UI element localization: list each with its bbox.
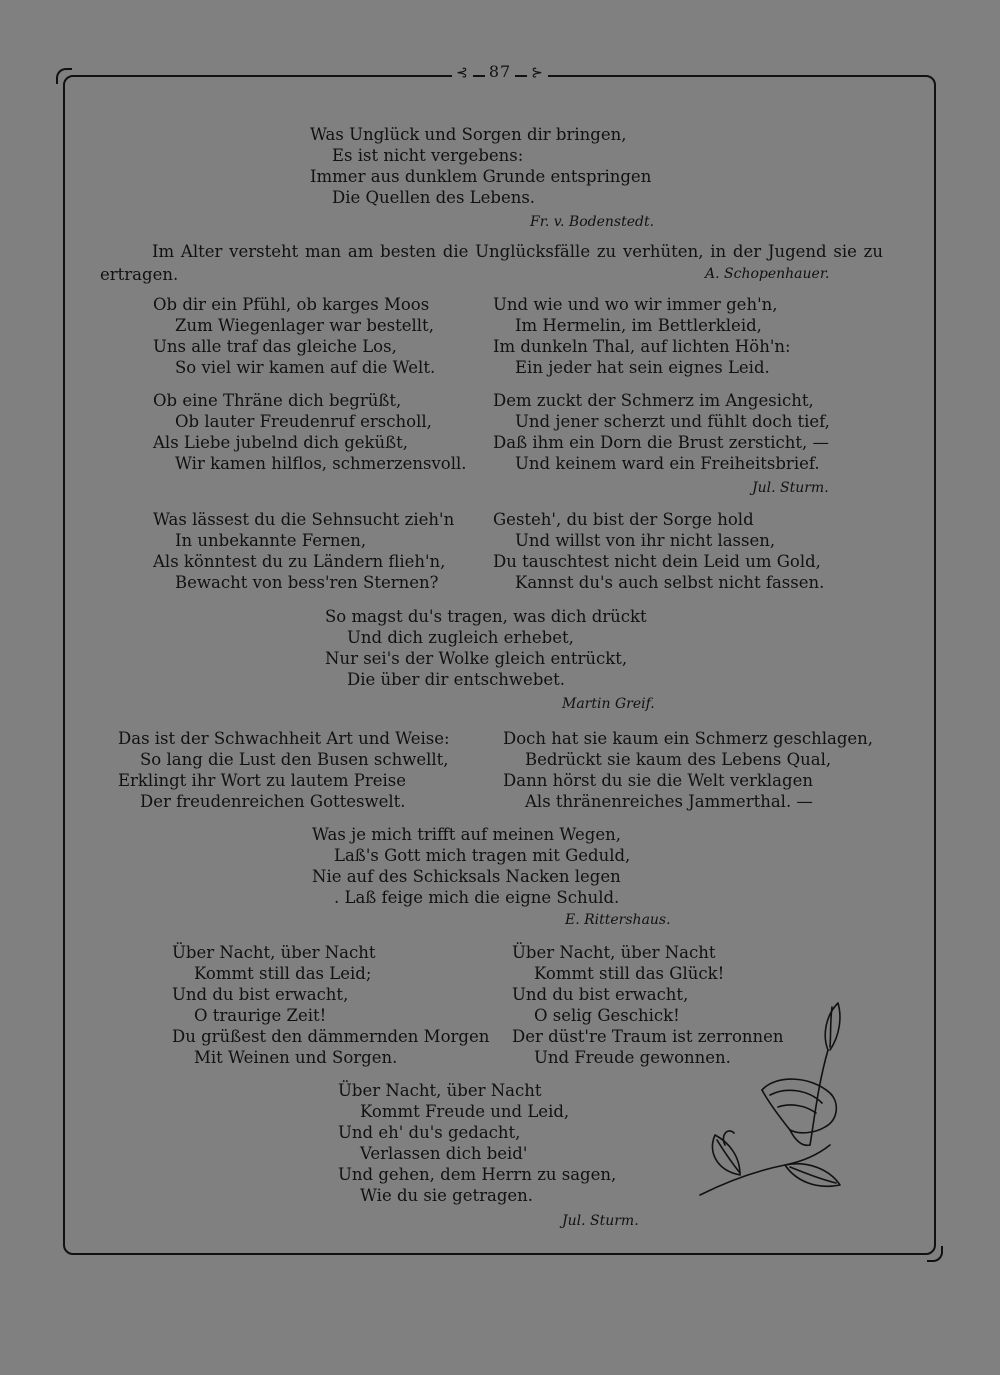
poem3-right-stanza bbox=[493, 509, 824, 593]
poem-line: Und du bist erwacht, bbox=[512, 985, 689, 1004]
poem5-center-stanza bbox=[338, 1080, 616, 1206]
poem-line: Es ist nicht vergebens: bbox=[332, 146, 524, 165]
poem3-author: Martin Greif. bbox=[562, 696, 655, 712]
poem-line: Erklingt ihr Wort zu lautem Preise bbox=[118, 771, 406, 790]
poem-line: Über Nacht, über Nacht bbox=[512, 943, 716, 962]
poem-line: Was je mich trifft auf meinen Wegen, bbox=[312, 825, 621, 844]
poem-line: O selig Geschick! bbox=[534, 1006, 680, 1025]
poem-line: Der düst're Traum ist zerronnen bbox=[512, 1027, 784, 1046]
poem-line: Bedrückt sie kaum des Lebens Qual, bbox=[525, 750, 832, 769]
poem-line: Als thränenreiches Jammerthal. — bbox=[525, 792, 813, 811]
poem-line: So magst du's tragen, was dich drückt bbox=[325, 607, 647, 626]
poem-line: Nie auf des Schicksals Nacken legen bbox=[312, 867, 621, 886]
poem-line: Wie du sie getragen. bbox=[360, 1186, 534, 1205]
poem-line: Ob eine Thräne dich begrüßt, bbox=[153, 391, 402, 410]
page-number: 87 bbox=[485, 62, 515, 81]
poem-line: Und keinem ward ein Freiheitsbrief. bbox=[515, 454, 820, 473]
ornament-left-icon: ⊰ bbox=[452, 65, 473, 81]
poem-line: Kannst du's auch selbst nicht fassen. bbox=[515, 573, 825, 592]
poem-line: Du tauschtest nicht dein Leid um Gold, bbox=[493, 552, 821, 571]
poem-line: Kommt still das Leid; bbox=[194, 964, 372, 983]
poem-line: Wir kamen hilflos, schmerzensvoll. bbox=[175, 454, 467, 473]
poem-line: Immer aus dunklem Grunde entspringen bbox=[310, 167, 652, 186]
poem-line: Und jener scherzt und fühlt doch tief, bbox=[515, 412, 830, 431]
quote-line: ertragen. bbox=[100, 265, 179, 284]
poem4-author: E. Rittershaus. bbox=[565, 912, 671, 928]
poem-line: Was Unglück und Sorgen dir bringen, bbox=[310, 125, 627, 144]
poem-line: Und du bist erwacht, bbox=[172, 985, 349, 1004]
poem-line: Mit Weinen und Sorgen. bbox=[194, 1048, 398, 1067]
poem4-right-stanza bbox=[503, 728, 873, 812]
poem3-left-stanza bbox=[153, 509, 454, 593]
poem-line: Ob dir ein Pfühl, ob karges Moos bbox=[153, 295, 430, 314]
poem-line: Im dunkeln Thal, auf lichten Höh'n: bbox=[493, 337, 791, 356]
poem-line: Über Nacht, über Nacht bbox=[338, 1081, 542, 1100]
poem-line: Dann hörst du sie die Welt verklagen bbox=[503, 771, 813, 790]
poem-line: Verlassen dich beid' bbox=[360, 1144, 528, 1163]
poem-line: In unbekannte Fernen, bbox=[175, 531, 367, 550]
poem-line: Die über dir entschwebet. bbox=[347, 670, 566, 689]
poem2-author: Jul. Sturm. bbox=[752, 480, 829, 496]
poem-line: Ob lauter Freudenruf erscholl, bbox=[175, 412, 432, 431]
poem2-left-stanza-1 bbox=[153, 294, 435, 378]
poem-line: O traurige Zeit! bbox=[194, 1006, 327, 1025]
poem-line: Uns alle traf das gleiche Los, bbox=[153, 337, 397, 356]
poem4-center-stanza bbox=[312, 824, 630, 908]
morning-glory-flower-icon bbox=[690, 995, 860, 1215]
poem2-right-stanza-2 bbox=[493, 390, 830, 474]
poem5-left-stanza bbox=[172, 942, 489, 1068]
poem-line: So lang die Lust den Busen schwellt, bbox=[140, 750, 449, 769]
poem-line: So viel wir kamen auf die Welt. bbox=[175, 358, 436, 377]
poem2-right-stanza-1 bbox=[493, 294, 791, 378]
poem-line: Als Liebe jubelnd dich geküßt, bbox=[153, 433, 409, 452]
poem-line: Und Freude gewonnen. bbox=[534, 1048, 731, 1067]
poem-line: Dem zuckt der Schmerz im Angesicht, bbox=[493, 391, 814, 410]
poem-line: Und dich zugleich erhebet, bbox=[347, 628, 574, 647]
poem-line: Und willst von ihr nicht lassen, bbox=[515, 531, 776, 550]
poem-line: Das ist der Schwachheit Art und Weise: bbox=[118, 729, 450, 748]
poem-line: Der freudenreichen Gotteswelt. bbox=[140, 792, 406, 811]
poem-line: Kommt Freude und Leid, bbox=[360, 1102, 570, 1121]
poem-line: Doch hat sie kaum ein Schmerz geschlagen, bbox=[503, 729, 874, 748]
poem-line: Du grüßest den dämmernden Morgen bbox=[172, 1027, 490, 1046]
poem-line: Laß's Gott mich tragen mit Geduld, bbox=[334, 846, 631, 865]
poem-line: Bewacht von bess'ren Sternen? bbox=[175, 573, 439, 592]
poem-line: Und wie und wo wir immer geh'n, bbox=[493, 295, 778, 314]
poem-line: Die Quellen des Lebens. bbox=[332, 188, 536, 207]
poem5-author: Jul. Sturm. bbox=[562, 1213, 639, 1229]
poem-line: Zum Wiegenlager war bestellt, bbox=[175, 316, 434, 335]
poem1-author: Fr. v. Bodenstedt. bbox=[530, 214, 655, 230]
poem-line: Im Hermelin, im Bettlerkleid, bbox=[515, 316, 762, 335]
poem3-center-stanza bbox=[325, 606, 647, 690]
poem-line: Über Nacht, über Nacht bbox=[172, 943, 376, 962]
poem-line: Und eh' du's gedacht, bbox=[338, 1123, 521, 1142]
poem-line: Gesteh', du bist der Sorge hold bbox=[493, 510, 754, 529]
poem-line: . Laß feige mich die eigne Schuld. bbox=[334, 888, 620, 907]
poem-line: Daß ihm ein Dorn die Brust zersticht, — bbox=[493, 433, 830, 452]
poem-line: Als könntest du zu Ländern flieh'n, bbox=[153, 552, 446, 571]
ornament-right-icon: ⊱ bbox=[527, 65, 548, 81]
poem-line: Kommt still das Glück! bbox=[534, 964, 725, 983]
poem-line: Was lässest du die Sehnsucht zieh'n bbox=[153, 510, 455, 529]
poem4-left-stanza bbox=[118, 728, 450, 812]
poem1-stanza bbox=[310, 124, 651, 208]
quote-line: Im Alter versteht man am besten die Unglücksfälle zu verhüten, in der Jugend sie zu bbox=[152, 242, 883, 261]
poem-line: Nur sei's der Wolke gleich entrückt, bbox=[325, 649, 628, 668]
poem-line: Ein jeder hat sein eignes Leid. bbox=[515, 358, 770, 377]
quote-author: A. Schopenhauer. bbox=[705, 266, 830, 282]
poem-line: Und gehen, dem Herrn zu sagen, bbox=[338, 1165, 617, 1184]
page-header bbox=[0, 62, 1000, 81]
poem2-left-stanza-2 bbox=[153, 390, 467, 474]
